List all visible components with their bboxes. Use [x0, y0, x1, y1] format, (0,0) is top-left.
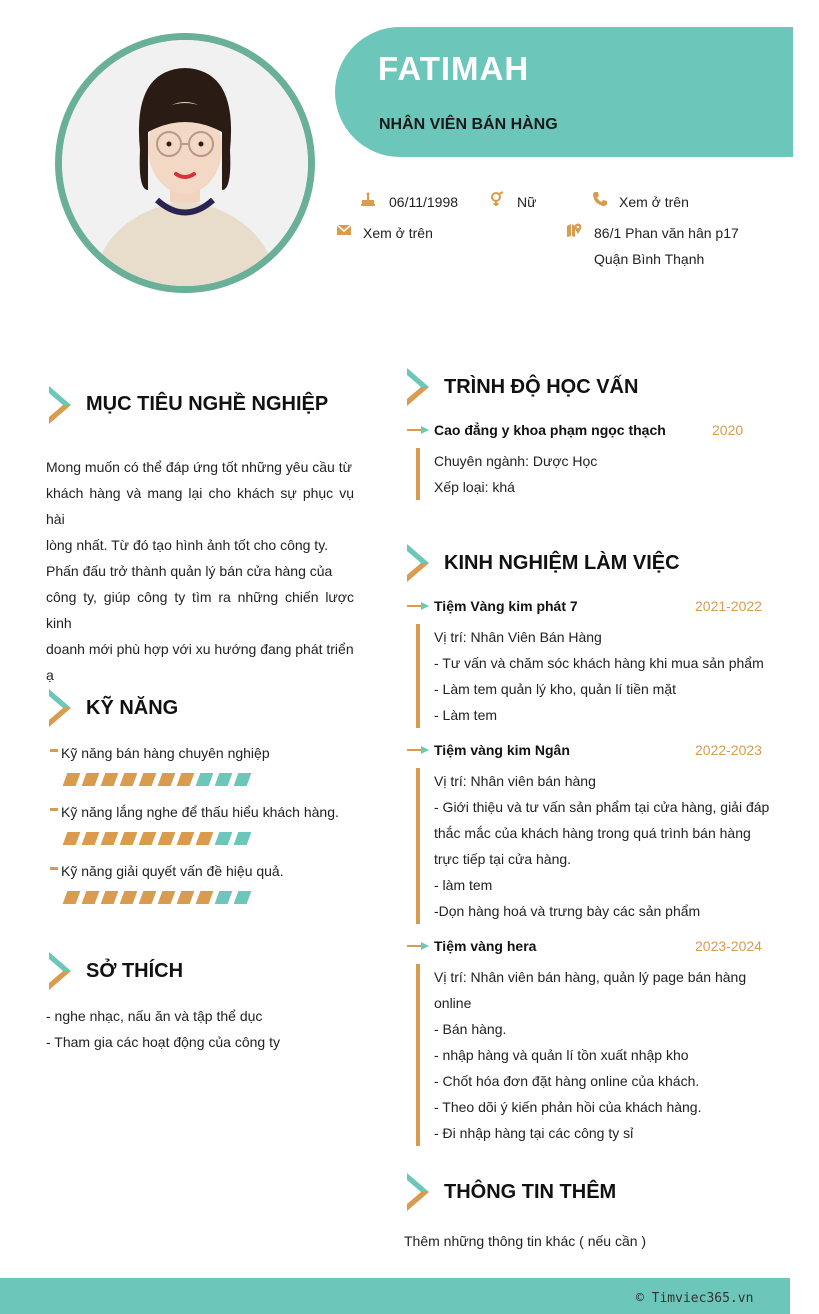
job-period: 2021-2022	[695, 598, 762, 614]
skill-segment-filled	[120, 891, 138, 904]
candidate-name: FATIMAH	[378, 50, 530, 87]
phone-icon	[592, 191, 608, 207]
job-detail-line: Vị trí: Nhân Viên Bán Hàng	[434, 629, 602, 645]
section-chevron-icon	[47, 687, 75, 729]
skill-name: Kỹ năng giải quyết vấn đề hiệu quả.	[61, 863, 284, 879]
objective-line: khách hàng và mang lại cho khách sự phục vụ hài	[46, 485, 354, 527]
job-detail-line: -Dọn hàng hoá và trưng bày các sản phẩm	[434, 903, 701, 919]
additional-title: THÔNG TIN THÊM	[444, 1181, 617, 1203]
objective-line: công ty, giúp công ty tìm ra những chiến lược kinh	[46, 589, 354, 631]
job-detail-line: - Bán hàng.	[434, 1021, 507, 1037]
hobbies-title: SỞ THÍCH	[86, 960, 184, 982]
skill-bullet	[50, 808, 58, 811]
entry-arrow-icon	[407, 601, 431, 611]
skill-segment-filled	[177, 891, 195, 904]
skill-segment-filled	[82, 891, 100, 904]
objective-title: MỤC TIÊU NGHỀ NGHIỆP	[86, 393, 329, 415]
email-value: Xem ở trên	[363, 225, 433, 241]
skill-segment-filled	[82, 773, 100, 786]
job-detail-line: trực tiếp tại cửa hàng.	[434, 851, 572, 867]
skill-segment-empty	[234, 773, 252, 786]
job-company: Tiệm vàng kim Ngân	[434, 742, 570, 758]
map-pin-icon	[566, 222, 582, 238]
skill-segment-filled	[63, 832, 81, 845]
job-detail-line: - Làm tem quản lý kho, quản lí tiền mặt	[434, 681, 677, 697]
education-school: Cao đẳng y khoa phạm ngọc thạch	[434, 422, 666, 438]
entry-arrow-icon	[407, 745, 431, 755]
skill-segment-empty	[215, 773, 233, 786]
skill-segment-filled	[139, 773, 157, 786]
job-detail-line: - Đi nhập hàng tại các công ty sỉ	[434, 1125, 634, 1141]
gender-value: Nữ	[517, 194, 537, 210]
job-period: 2022-2023	[695, 742, 762, 758]
job-detail-line: online	[434, 995, 472, 1011]
skill-segment-filled	[101, 773, 119, 786]
timeline-bar	[416, 964, 420, 1146]
phone-value: Xem ở trên	[619, 194, 689, 210]
address-line-2: Quận Bình Thạnh	[594, 251, 705, 267]
job-detail-line: - Theo dõi ý kiến phản hồi của khách hàng.	[434, 1099, 702, 1115]
skill-segment-filled	[82, 832, 100, 845]
skill-segment-filled	[139, 891, 157, 904]
education-detail-line: Xếp loại: khá	[434, 479, 515, 495]
skill-segment-filled	[101, 832, 119, 845]
header-banner	[335, 27, 793, 157]
gender-icon	[489, 191, 505, 207]
copyright-text: © Timviec365.vn	[636, 1291, 754, 1306]
skill-segment-empty	[196, 773, 214, 786]
timeline-bar	[416, 448, 420, 500]
skill-segment-filled	[139, 832, 157, 845]
skill-rating-bar	[65, 773, 255, 786]
timeline-bar	[416, 768, 420, 924]
timeline-bar	[416, 624, 420, 728]
entry-arrow-icon	[407, 425, 431, 435]
section-chevron-icon	[405, 1171, 433, 1213]
skill-segment-filled	[158, 891, 176, 904]
section-chevron-icon	[47, 950, 75, 992]
job-detail-line: Vị trí: Nhân viên bán hàng, quản lý page bán hàng	[434, 969, 747, 985]
email-icon	[336, 222, 352, 238]
skill-segment-filled	[120, 773, 138, 786]
skill-segment-filled	[101, 891, 119, 904]
job-period: 2023-2024	[695, 938, 762, 954]
skill-bullet	[50, 749, 58, 752]
skill-name: Kỹ năng lắng nghe để thấu hiểu khách hàng.	[61, 804, 339, 820]
skill-segment-filled	[196, 832, 214, 845]
skill-segment-filled	[158, 832, 176, 845]
skill-segment-empty	[234, 891, 252, 904]
experience-title: KINH NGHIỆM LÀM VIỆC	[444, 552, 680, 574]
objective-line: doanh mới phù hợp với xu hướng đang phát triển	[46, 641, 354, 657]
profile-photo-illustration	[62, 40, 308, 286]
section-chevron-icon	[47, 384, 75, 426]
skill-segment-filled	[63, 773, 81, 786]
objective-line: Mong muốn có thể đáp ứng tốt những yêu cầu từ	[46, 459, 352, 475]
education-title: TRÌNH ĐỘ HỌC VẤN	[444, 376, 639, 398]
hobbies-text	[46, 1003, 354, 1055]
section-chevron-icon	[405, 542, 433, 584]
entry-arrow-icon	[407, 941, 431, 951]
birthday-value: 06/11/1998	[389, 194, 459, 210]
skill-segment-filled	[177, 773, 195, 786]
education-details	[434, 448, 770, 500]
objective-text	[46, 454, 354, 688]
address-line-1: 86/1 Phan văn hân p17	[594, 225, 739, 241]
section-chevron-icon	[405, 366, 433, 408]
skill-rating-bar	[65, 832, 255, 845]
job-company: Tiệm vàng hera	[434, 938, 537, 954]
hobby-line: - Tham gia các hoạt động của công ty	[46, 1034, 280, 1050]
job-company: Tiệm Vàng kim phát 7	[434, 598, 578, 614]
job-detail-line: thắc mắc của khách hàng trong quá trình bán hàng	[434, 825, 751, 841]
additional-text: Thêm những thông tin khác ( nếu cần )	[404, 1233, 647, 1249]
birthday-cake-icon	[360, 191, 376, 207]
skill-rating-bar	[65, 891, 255, 904]
job-details	[434, 964, 770, 1146]
profile-photo	[55, 33, 315, 293]
skill-segment-empty	[215, 832, 233, 845]
education-year: 2020	[712, 422, 744, 438]
job-detail-line: - nhập hàng và quản lí tồn xuất nhập kho	[434, 1047, 689, 1063]
job-detail-line: Vị trí: Nhân viên bán hàng	[434, 773, 596, 789]
job-detail-line: - Chốt hóa đơn đặt hàng online của khách.	[434, 1073, 700, 1089]
skill-segment-filled	[120, 832, 138, 845]
education-detail-line: Chuyên ngành: Dược Học	[434, 453, 598, 469]
hobby-line: - nghe nhạc, nấu ăn và tập thể dục	[46, 1008, 263, 1024]
skill-segment-filled	[158, 773, 176, 786]
objective-line: lòng nhất. Từ đó tạo hình ảnh tốt cho công ty.	[46, 537, 329, 553]
job-title: NHÂN VIÊN BÁN HÀNG	[379, 116, 558, 133]
skill-segment-empty	[234, 832, 252, 845]
job-details	[434, 624, 770, 728]
job-details	[434, 768, 770, 924]
skill-name: Kỹ năng bán hàng chuyên nghiệp	[61, 745, 270, 761]
skills-title: KỸ NĂNG	[86, 697, 179, 719]
skill-segment-empty	[215, 891, 233, 904]
skill-segment-filled	[196, 891, 214, 904]
skill-segment-filled	[177, 832, 195, 845]
objective-line: ạ	[46, 667, 54, 683]
job-detail-line: - Giới thiệu và tư vấn sản phẩm tại cửa hàng, giải đáp	[434, 799, 770, 815]
skill-segment-filled	[63, 891, 81, 904]
job-detail-line: - làm tem	[434, 877, 493, 893]
skill-bullet	[50, 867, 58, 870]
job-detail-line: - Làm tem	[434, 707, 498, 723]
objective-line: Phấn đấu trở thành quản lý bán cửa hàng của	[46, 563, 333, 579]
job-detail-line: - Tư vấn và chăm sóc khách hàng khi mua sản phẩm	[434, 655, 764, 671]
